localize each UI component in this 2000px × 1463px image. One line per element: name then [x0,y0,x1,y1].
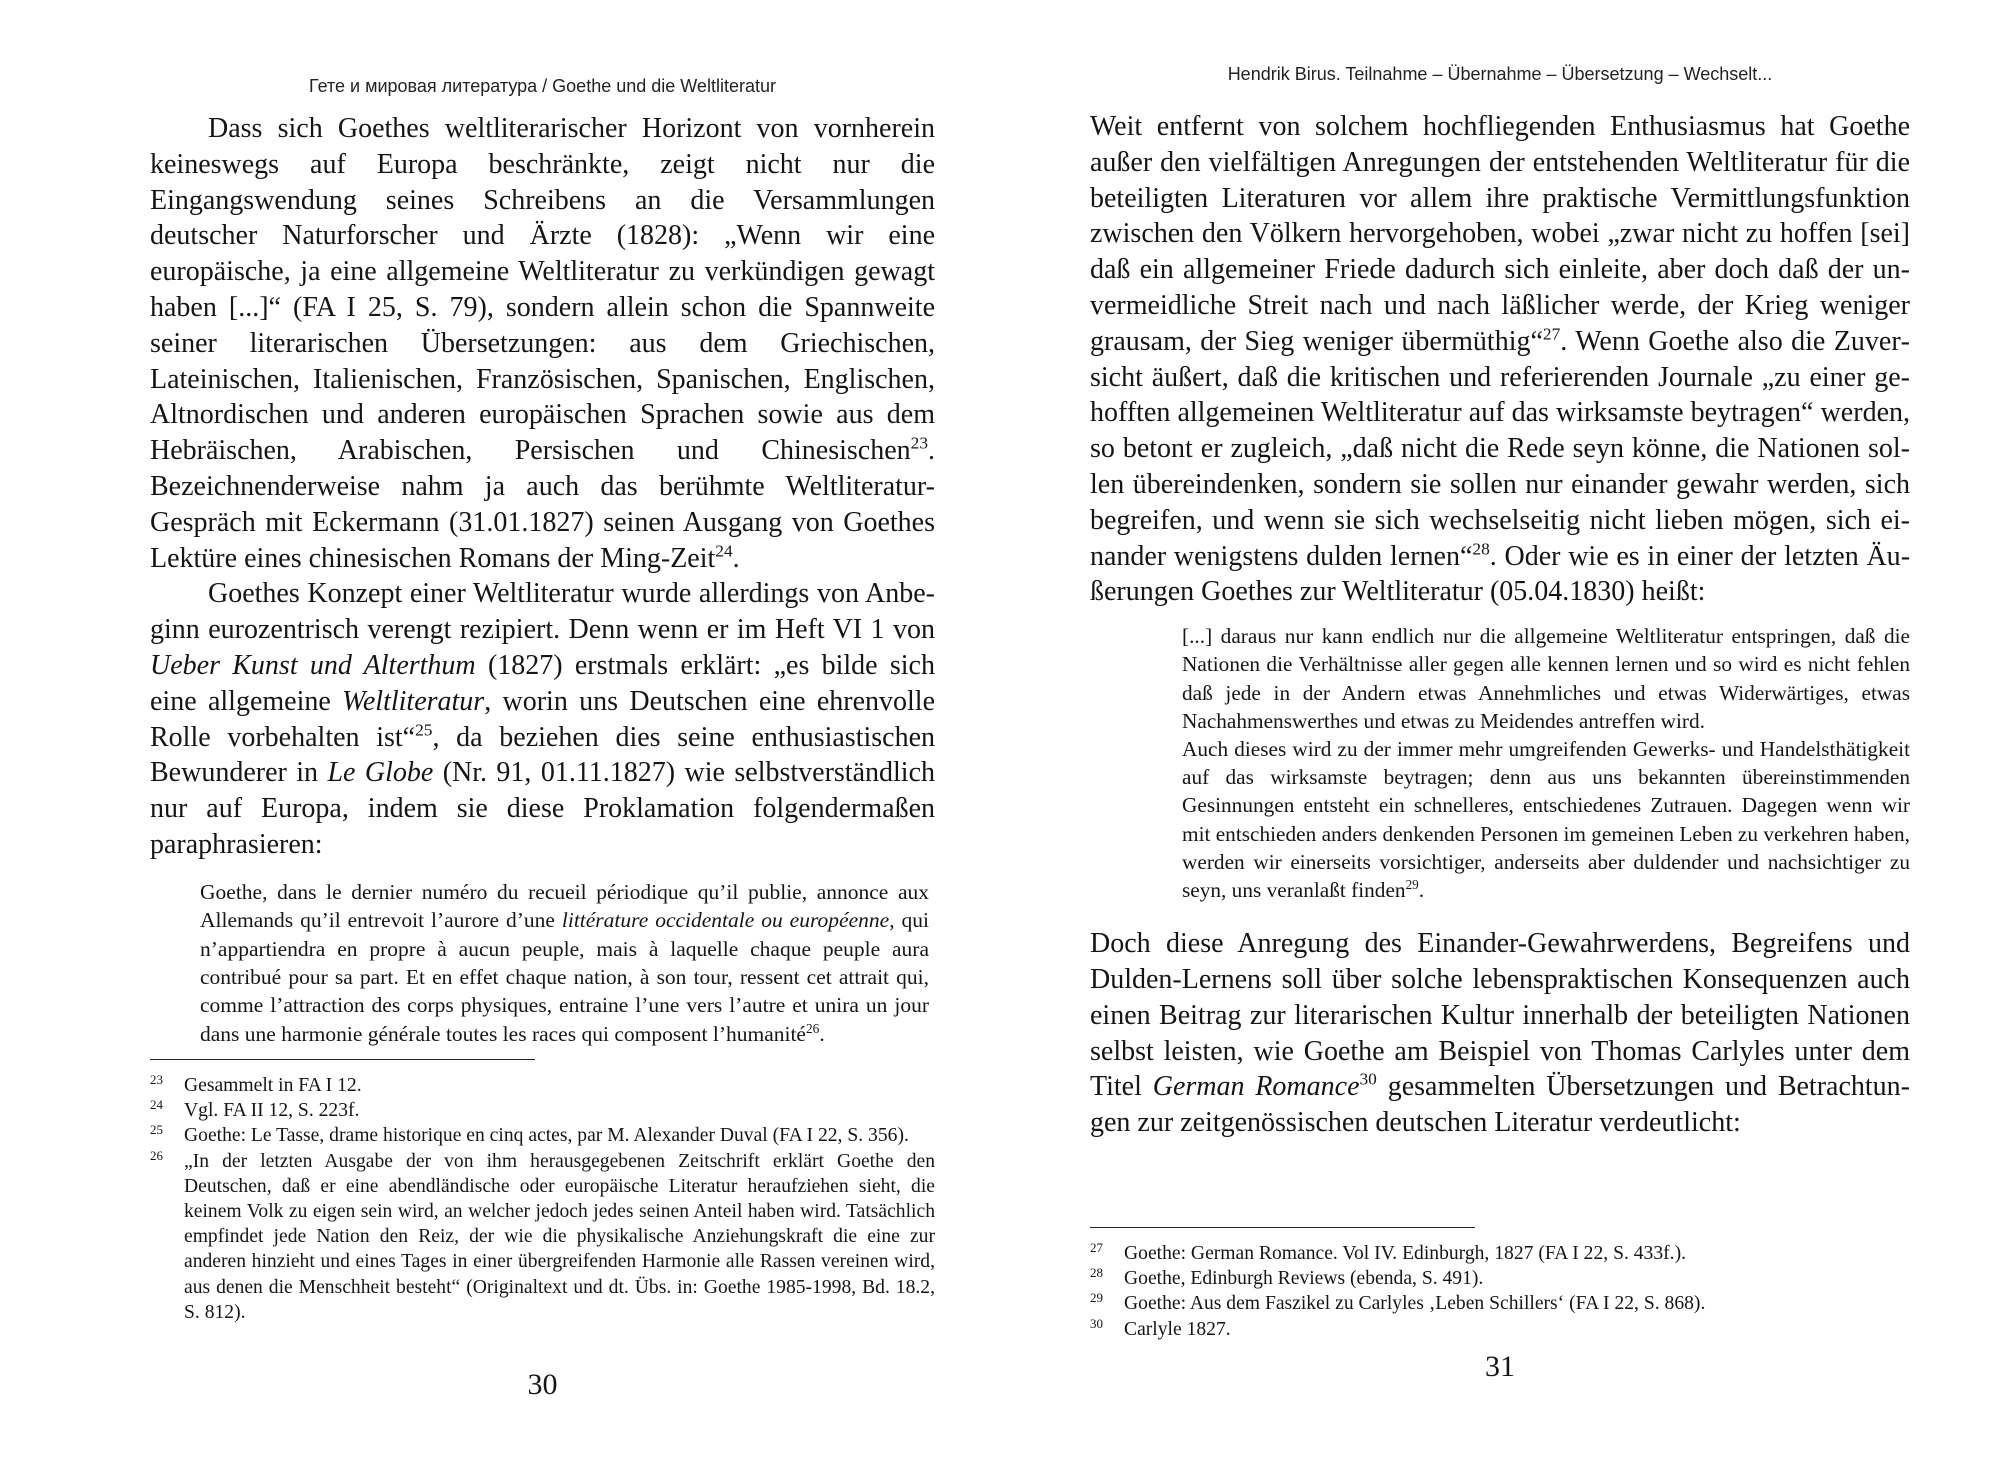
footnote [150,1073,935,1098]
quote-paragraph: Auch dieses wird zu der immer mehr umgreifenden Gewerks- und Handelsthätigkeit auf das wirksamste beytragen; denn aus uns bekannten übereinstimmenden Gesinnungen entsteht ein schnelleres, entschiedenes Zutrauen. Dagegen wenn wir mit entschieden anders denkenden Personen im gemeinen Leben zu verkehren haben, werden wir einerseits vorsichtiger, anderseits aber duldender und nachsichtiger zu seyn, uns veranlaßt finden$^{29}$. [1182,736,1910,902]
footnote-number: 23 [150,1072,163,1087]
footnote-text: Goethe: Aus dem Faszikel zu Carlyles ‚Leben Schillers‘ (FA I 22, S. 868). [1124,1293,1706,1315]
italic-title: Le Globe [327,757,434,789]
block-quote [200,878,929,1048]
footnote-ref[interactable]: 26 [805,1020,820,1036]
footnote [150,1098,935,1123]
footnote-ref[interactable]: 30 [1359,1070,1377,1090]
footnote-text: Goethe: Le Tasse, drame historique en cinq actes, par M. Alexander Duval (FA I 22, S. 356). [184,1125,909,1147]
footnote-ref[interactable]: 27 [1542,324,1561,344]
body-paragraph: Dass sich Goethes weltliterarischer Horizont von vornherein keineswegs auf Europa beschränkte, zeigt nicht nur die Eingangswendung seines Schreibens an die Versammlungen deutscher Naturforscher und Ärzte (1828): „Wenn wir eine europäische, ja eine allgemeine Weltliteratur zu verkündigen gewagt haben [...]“ (FA I 25, S. 79), sondern allein schon die Spannweite seiner literarischen Übersetzungen: aus dem Griechischen, Lateinischen, Italienischen, Französischen, Spanischen, Englischen, Altnordischen und anderen europäischen Sprachen sowie aus dem Hebräischen, Arabischen, Persischen und Chinesischen$^{23}$. Bezeichnenderweise nahm ja auch das berühmte Weltliteratur-Gespräch mit Eckermann (31.01.1827) seinen Ausgang von Goethes Lektüre eines chinesischen Romans der Ming-Zeit$^{24}$. [150,113,935,574]
footnote-number: 30 [1090,1315,1103,1331]
footnote-separator [1090,1227,1475,1228]
italic-title: German Romance [1152,1071,1360,1103]
footnote [150,1149,935,1325]
footnote [1090,1241,1910,1266]
footnote-text: Goethe: German Romance. Vol IV. Edinburgh, 1827 (FA I 22, S. 433f.). [1124,1243,1686,1264]
footnote [150,1123,935,1148]
footnote-ref[interactable]: 24 [715,541,733,561]
footnote-number: 29 [1090,1290,1103,1306]
left-page [150,0,935,1463]
footnote-separator [150,1059,535,1060]
footnote [1090,1266,1910,1291]
quote-paragraph: Goethe, dans le dernier numéro du recueil périodique qu’il publie, annonce aux Allemands qu’il entrevoit l’aurore d’une littérature occidentale ou européenne, qui n’appartiendra en propre à aucun peuple, mais à laquelle chaque peuple aura contribué pour sa part. Et en effet chaque nation, à son tour, ressent cet attrait qui, comme l’attraction des corps physiques, entraine l’une vers l’autre et unira un jour dans une harmonie générale toutes les races qui composent l’humanité$^{26}$. [200,879,929,1046]
body-paragraph: Goethes Konzept einer Weltliteratur wurde allerdings von Anbeginn eurozentrisch verengt rezipiert. Denn wenn er im Heft VI 1 von Ueber Kunst und Alterthum (1827) erstmals erklärt: „es bilde sich eine allgemeine Weltliteratur, worin uns Deutschen eine ehrenvolle Rolle vorbehalten ist“$^{25}$, da beziehen dies seine enthusiastischen Bewunderer in Le Globe (Nr. 91, 01.11.1827) wie selbstverständlich nur auf Europa, indem sie diese Proklamation folgendermaßen paraphrasieren: [150,578,935,860]
footnotes [1090,1241,1910,1342]
footnote-ref[interactable]: 25 [415,720,433,740]
page-body [150,111,935,1048]
footnote-text: Carlyle 1827. [1124,1318,1231,1340]
italic-title: Weltliteratur [342,685,485,717]
italic-title: Ueber Kunst und Alterthum [150,649,476,681]
footnote-number: 28 [1090,1265,1103,1281]
page-number: 31 [1485,1350,1515,1383]
footnotes [150,1073,935,1325]
footnote-text: Goethe, Edinburgh Reviews (ebenda, S. 491). [1124,1268,1484,1290]
footnote [1090,1317,1910,1342]
footnote-number: 26 [150,1147,163,1163]
footnote-ref[interactable]: 28 [1472,539,1490,559]
footnote-text: Gesammelt in FA I 12. [184,1075,362,1096]
page-body [1090,109,1910,1141]
quote-paragraph: [...] daraus nur kann endlich nur die allgemeine Weltliteratur entspringen, daß die Nationen die Verhältnisse aller gegen alle kennen lernen und so wird es nicht fehlen daß jede in der Andern etwas Annehmliches und etwas Widerwärtiges, etwas Nachahmenswerthes und etwas zu Meidendes antreffen wird. [1182,624,1910,733]
page-number: 30 [527,1368,558,1401]
italic-title: littérature occidentale ou européenne [561,908,890,933]
footnote-ref[interactable]: 23 [910,433,928,453]
running-head: Hendrik Birus. Teilnahme – Übernahme – Übersetzung – Wechselt... [1227,64,1773,84]
footnote-ref[interactable]: 29 [1405,876,1419,892]
body-paragraph: Doch diese Anregung des Einander-Gewahrwerdens, Begreifens und Dulden-Lernens soll über solche lebenspraktischen Konsequenzen auch einen Beitrag zur literarischen Kultur innerhalb der beteiligten Nationen selbst leisten, wie Goethe am Beispiel von Thomas Carlyles unter dem Titel German Romance$^{30}$ gesammelten Übersetzungen und Betrachtungen zur zeitgenössischen deutschen Literatur verdeutlicht: [1090,928,1910,1139]
block-quote [1182,622,1910,904]
footnote-number: 25 [150,1122,163,1138]
footnote-text: Vgl. FA II 12, S. 223f. [184,1100,360,1122]
body-paragraph: Weit entfernt von solchem hochfliegenden Enthusiasmus hat Goethe außer den vielfältigen Anregungen der entstehenden Weltliteratur für die beteiligten Literaturen vor allem ihre praktische Vermittlungsfunktion zwischen den Völkern hervorgehoben, wobei „zwar nicht zu hoffen [sei] daß ein allgemeiner Friede dadurch sich einleite, aber doch daß der unvermeidliche Streit nach und nach läßlicher werde, der Krieg weniger grausam, der Sieg weniger übermüthig“$^{27}$. Wenn Goethe also die Zuversicht äußert, daß die kritischen und referierenden Journale „zu einer gehofften allgemeinen Weltliteratur auf das wirksamste beytragen“ werden, so betont er zugleich, „daß nicht die Rede seyn könne, die Nationen sollen übereindenken, sondern sie sollen nur einander gewahr werden, sich begreifen, und wenn sie sich wechselseitig nicht lieben mögen, sich einander wenigstens dulden lernen“$^{28}$. Oder wie es in einer der letzten Äußerungen Goethes zur Weltliteratur (05.04.1830) heißt: [1090,111,1911,608]
right-page [1090,0,1910,1463]
footnote-text: „In der letzten Ausgabe der von ihm herausgegebenen Zeitschrift erklärt Goethe den Deutschen, daß er eine abendländische oder europäische Literatur heraufziehen sieht, die keinem Volk zu eigen sein wird, an welcher jedoch jedes seinen Anteil haben wird. Tatsächlich empfindet jede Nation den Reiz, der wie die physikalische Anziehungskraft die eine zur anderen hinzieht und eines Tages in einer übergreifenden Harmonie alle Rassen vereinen wird, aus denen die Menschheit besteht“ (Originaltext und dt. Übs. in: Goethe 1985-1998, Bd. 18.2, S. 812). [184,1150,935,1323]
running-head: Гете и мировая литература / Goethe und die Weltliteratur [309,76,776,96]
footnote [1090,1291,1910,1316]
footnote-number: 24 [150,1097,163,1113]
footnote-number: 27 [1090,1240,1103,1255]
